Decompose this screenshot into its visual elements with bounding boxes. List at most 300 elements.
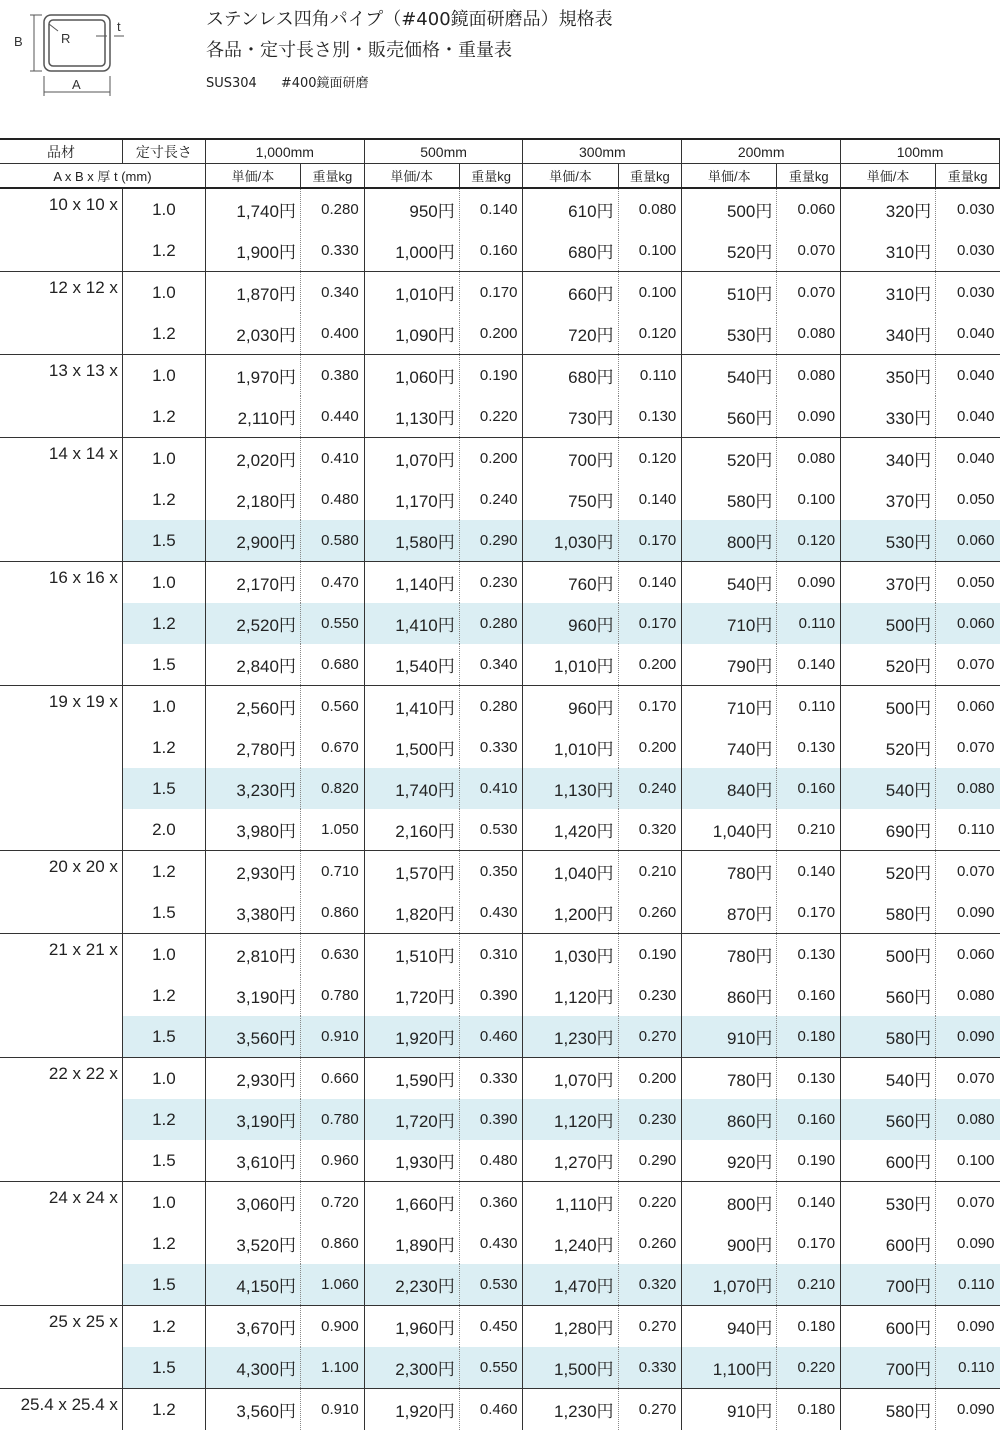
- table-row: [0, 230, 1000, 272]
- weight-cell: 0.070: [777, 230, 841, 272]
- size-cell: [0, 603, 122, 644]
- table-row: [0, 644, 1000, 686]
- price-cell: 700円: [841, 1347, 936, 1389]
- price-cell: 500円: [841, 603, 936, 644]
- size-cell: [0, 1223, 122, 1264]
- price-cell: 1,230円: [523, 1016, 618, 1058]
- weight-cell: 0.450: [459, 1306, 523, 1348]
- weight-cell: 0.330: [300, 230, 364, 272]
- price-cell: 340円: [841, 313, 936, 355]
- weight-cell: 0.130: [777, 934, 841, 976]
- price-cell: 780円: [682, 1058, 777, 1100]
- weight-cell: 0.060: [936, 686, 1000, 728]
- weight-cell: 0.070: [936, 644, 1000, 686]
- weight-cell: 0.290: [618, 1140, 682, 1182]
- subheader-weight: 重量kg: [936, 164, 1000, 189]
- weight-cell: 0.910: [300, 1016, 364, 1058]
- price-cell: 330円: [841, 396, 936, 438]
- size-cell: [0, 975, 122, 1016]
- weight-cell: 0.910: [300, 1389, 364, 1430]
- square-pipe-cross-section-diagram: [8, 6, 138, 106]
- price-cell: 540円: [841, 768, 936, 809]
- thickness-cell: 1.2: [122, 1306, 205, 1348]
- weight-cell: 0.170: [459, 272, 523, 314]
- weight-cell: 0.720: [300, 1182, 364, 1224]
- table-row: [0, 1140, 1000, 1182]
- price-cell: 2,030円: [205, 313, 300, 355]
- price-cell: 500円: [841, 686, 936, 728]
- price-cell: 3,560円: [205, 1016, 300, 1058]
- price-cell: 3,520円: [205, 1223, 300, 1264]
- weight-cell: 0.310: [459, 934, 523, 976]
- price-cell: 1,070円: [364, 438, 459, 480]
- weight-cell: 0.090: [936, 1306, 1000, 1348]
- price-cell: 710円: [682, 603, 777, 644]
- price-cell: 800円: [682, 520, 777, 562]
- weight-cell: 0.780: [300, 1099, 364, 1140]
- weight-cell: 0.040: [936, 313, 1000, 355]
- weight-cell: 0.560: [300, 686, 364, 728]
- table-row: [0, 727, 1000, 768]
- weight-cell: 0.110: [936, 1347, 1000, 1389]
- price-cell: 1,920円: [364, 1016, 459, 1058]
- price-cell: 1,010円: [523, 644, 618, 686]
- thickness-cell: 1.0: [122, 272, 205, 314]
- price-cell: 1,000円: [364, 230, 459, 272]
- size-cell: 10 x 10 x: [0, 188, 122, 230]
- thickness-cell: 1.2: [122, 851, 205, 893]
- header-length-200: 200mm: [682, 139, 841, 164]
- thickness-cell: 1.0: [122, 355, 205, 397]
- price-cell: 520円: [841, 644, 936, 686]
- weight-cell: 0.200: [618, 1058, 682, 1100]
- weight-cell: 0.210: [618, 851, 682, 893]
- thickness-cell: 1.2: [122, 603, 205, 644]
- subheader-weight: 重量kg: [618, 164, 682, 189]
- weight-cell: 0.170: [777, 1223, 841, 1264]
- table-row: [0, 1264, 1000, 1306]
- weight-cell: 0.190: [618, 934, 682, 976]
- weight-cell: 0.240: [618, 768, 682, 809]
- price-cell: 580円: [682, 479, 777, 520]
- weight-cell: 0.470: [300, 562, 364, 604]
- thickness-cell: 1.5: [122, 892, 205, 934]
- price-cell: 750円: [523, 479, 618, 520]
- price-cell: 2,810円: [205, 934, 300, 976]
- weight-cell: 0.230: [459, 562, 523, 604]
- weight-cell: 0.070: [936, 1058, 1000, 1100]
- weight-cell: 0.070: [777, 272, 841, 314]
- thickness-cell: 1.2: [122, 313, 205, 355]
- price-cell: 780円: [682, 851, 777, 893]
- price-cell: 1,500円: [523, 1347, 618, 1389]
- price-cell: 740円: [682, 727, 777, 768]
- price-cell: 3,060円: [205, 1182, 300, 1224]
- weight-cell: 0.110: [777, 686, 841, 728]
- price-cell: 1,030円: [523, 520, 618, 562]
- price-cell: 680円: [523, 230, 618, 272]
- thickness-cell: 1.2: [122, 975, 205, 1016]
- price-cell: 4,150円: [205, 1264, 300, 1306]
- weight-cell: 0.330: [459, 727, 523, 768]
- price-cell: 510円: [682, 272, 777, 314]
- price-cell: 790円: [682, 644, 777, 686]
- weight-cell: 0.530: [459, 1264, 523, 1306]
- table-row: [0, 396, 1000, 438]
- weight-cell: 0.080: [936, 768, 1000, 809]
- price-cell: 310円: [841, 272, 936, 314]
- weight-cell: 0.380: [300, 355, 364, 397]
- subheader-weight: 重量kg: [300, 164, 364, 189]
- size-cell: [0, 768, 122, 809]
- thickness-cell: 1.2: [122, 230, 205, 272]
- dimension-label-b: B: [14, 34, 23, 49]
- price-cell: 1,270円: [523, 1140, 618, 1182]
- weight-cell: 0.340: [459, 644, 523, 686]
- price-cell: 2,780円: [205, 727, 300, 768]
- table-row: [0, 479, 1000, 520]
- price-cell: 370円: [841, 479, 936, 520]
- price-cell: 2,840円: [205, 644, 300, 686]
- weight-cell: 0.060: [936, 603, 1000, 644]
- weight-cell: 0.440: [300, 396, 364, 438]
- weight-cell: 0.030: [936, 188, 1000, 230]
- weight-cell: 0.100: [936, 1140, 1000, 1182]
- price-cell: 1,660円: [364, 1182, 459, 1224]
- size-cell: 19 x 19 x: [0, 686, 122, 728]
- size-cell: [0, 1347, 122, 1389]
- weight-cell: 0.060: [936, 520, 1000, 562]
- header-length-1000: 1,000mm: [205, 139, 364, 164]
- weight-cell: 0.550: [459, 1347, 523, 1389]
- table-body: [0, 188, 1000, 1430]
- price-cell: 540円: [682, 562, 777, 604]
- page-subtitle: 各品・定寸長さ別・販売価格・重量表: [206, 36, 512, 62]
- price-cell: 910円: [682, 1016, 777, 1058]
- thickness-cell: 1.2: [122, 396, 205, 438]
- weight-cell: 0.200: [459, 313, 523, 355]
- header-length-500: 500mm: [364, 139, 523, 164]
- weight-cell: 0.410: [300, 438, 364, 480]
- price-cell: 3,190円: [205, 975, 300, 1016]
- price-cell: 1,920円: [364, 1389, 459, 1430]
- subheader-price: 単価/本: [364, 164, 459, 189]
- price-cell: 700円: [523, 438, 618, 480]
- price-cell: 1,130円: [523, 768, 618, 809]
- price-cell: 540円: [682, 355, 777, 397]
- weight-cell: 0.860: [300, 892, 364, 934]
- price-cell: 1,420円: [523, 809, 618, 851]
- thickness-cell: 1.5: [122, 1347, 205, 1389]
- weight-cell: 0.080: [618, 188, 682, 230]
- weight-cell: 0.140: [777, 644, 841, 686]
- weight-cell: 0.270: [618, 1016, 682, 1058]
- thickness-cell: 1.2: [122, 1389, 205, 1430]
- price-cell: 1,510円: [364, 934, 459, 976]
- weight-cell: 0.050: [936, 479, 1000, 520]
- weight-cell: 0.400: [300, 313, 364, 355]
- price-cell: 700円: [841, 1264, 936, 1306]
- price-cell: 370円: [841, 562, 936, 604]
- size-cell: 13 x 13 x: [0, 355, 122, 397]
- price-cell: 560円: [841, 975, 936, 1016]
- price-cell: 4,300円: [205, 1347, 300, 1389]
- thickness-cell: 1.0: [122, 188, 205, 230]
- weight-cell: 0.480: [300, 479, 364, 520]
- price-cell: 3,980円: [205, 809, 300, 851]
- weight-cell: 0.100: [618, 272, 682, 314]
- price-cell: 1,410円: [364, 603, 459, 644]
- weight-cell: 0.280: [300, 188, 364, 230]
- price-cell: 1,200円: [523, 892, 618, 934]
- thickness-cell: 1.2: [122, 1099, 205, 1140]
- weight-cell: 0.080: [777, 355, 841, 397]
- price-cell: 1,090円: [364, 313, 459, 355]
- size-cell: 16 x 16 x: [0, 562, 122, 604]
- price-cell: 960円: [523, 603, 618, 644]
- price-cell: 2,110円: [205, 396, 300, 438]
- weight-cell: 1.060: [300, 1264, 364, 1306]
- size-cell: 25.4 x 25.4 x: [0, 1389, 122, 1430]
- price-cell: 1,060円: [364, 355, 459, 397]
- weight-cell: 0.140: [777, 851, 841, 893]
- price-cell: 3,380円: [205, 892, 300, 934]
- table-row: [0, 438, 1000, 480]
- price-cell: 2,180円: [205, 479, 300, 520]
- price-cell: 3,610円: [205, 1140, 300, 1182]
- weight-cell: 0.110: [777, 603, 841, 644]
- thickness-cell: 1.0: [122, 562, 205, 604]
- weight-cell: 0.080: [777, 313, 841, 355]
- size-cell: 25 x 25 x: [0, 1306, 122, 1348]
- weight-cell: 0.330: [618, 1347, 682, 1389]
- weight-cell: 0.170: [777, 892, 841, 934]
- size-cell: [0, 644, 122, 686]
- price-cell: 520円: [841, 727, 936, 768]
- weight-cell: 0.190: [459, 355, 523, 397]
- weight-cell: 0.090: [777, 562, 841, 604]
- price-cell: 960円: [523, 686, 618, 728]
- price-cell: 1,900円: [205, 230, 300, 272]
- price-cell: 320円: [841, 188, 936, 230]
- price-cell: 1,720円: [364, 975, 459, 1016]
- weight-cell: 0.390: [459, 975, 523, 1016]
- weight-cell: 0.430: [459, 1223, 523, 1264]
- table-row: [0, 313, 1000, 355]
- price-cell: 950円: [364, 188, 459, 230]
- dimension-label-t: t: [117, 19, 121, 34]
- weight-cell: 0.090: [936, 1389, 1000, 1430]
- weight-cell: 0.550: [300, 603, 364, 644]
- weight-cell: 0.160: [777, 975, 841, 1016]
- weight-cell: 0.090: [936, 1016, 1000, 1058]
- weight-cell: 0.410: [459, 768, 523, 809]
- weight-cell: 0.210: [777, 1264, 841, 1306]
- subheader-price: 単価/本: [682, 164, 777, 189]
- price-cell: 580円: [841, 892, 936, 934]
- dimension-label-a: A: [72, 77, 81, 92]
- price-cell: 920円: [682, 1140, 777, 1182]
- size-cell: 14 x 14 x: [0, 438, 122, 480]
- price-cell: 520円: [841, 851, 936, 893]
- price-cell: 600円: [841, 1223, 936, 1264]
- weight-cell: 0.210: [777, 809, 841, 851]
- weight-cell: 0.070: [936, 1182, 1000, 1224]
- price-cell: 2,560円: [205, 686, 300, 728]
- size-cell: [0, 1099, 122, 1140]
- thickness-cell: 1.0: [122, 686, 205, 728]
- weight-cell: 0.670: [300, 727, 364, 768]
- weight-cell: 0.680: [300, 644, 364, 686]
- table-row: [0, 1223, 1000, 1264]
- thickness-cell: 1.5: [122, 644, 205, 686]
- weight-cell: 0.040: [936, 438, 1000, 480]
- price-cell: 610円: [523, 188, 618, 230]
- table-row: [0, 603, 1000, 644]
- price-cell: 1,280円: [523, 1306, 618, 1348]
- weight-cell: 0.660: [300, 1058, 364, 1100]
- weight-cell: 0.110: [618, 355, 682, 397]
- weight-cell: 0.140: [618, 479, 682, 520]
- page-header: [0, 0, 1000, 138]
- thickness-cell: 1.5: [122, 1016, 205, 1058]
- thickness-cell: 1.5: [122, 1264, 205, 1306]
- price-cell: 1,040円: [682, 809, 777, 851]
- table-row: [0, 1099, 1000, 1140]
- thickness-cell: 1.0: [122, 934, 205, 976]
- weight-cell: 0.580: [300, 520, 364, 562]
- price-cell: 580円: [841, 1016, 936, 1058]
- price-cell: 1,970円: [205, 355, 300, 397]
- weight-cell: 1.100: [300, 1347, 364, 1389]
- price-cell: 870円: [682, 892, 777, 934]
- table-subheader-row: [0, 164, 1000, 189]
- price-cell: 2,900円: [205, 520, 300, 562]
- price-cell: 2,930円: [205, 851, 300, 893]
- price-cell: 560円: [682, 396, 777, 438]
- price-cell: 580円: [841, 1389, 936, 1430]
- weight-cell: 1.050: [300, 809, 364, 851]
- weight-cell: 0.040: [936, 355, 1000, 397]
- size-cell: [0, 809, 122, 851]
- price-cell: 600円: [841, 1306, 936, 1348]
- weight-cell: 0.260: [618, 1223, 682, 1264]
- weight-cell: 0.030: [936, 230, 1000, 272]
- size-cell: 12 x 12 x: [0, 272, 122, 314]
- header-length-300: 300mm: [523, 139, 682, 164]
- price-cell: 1,010円: [364, 272, 459, 314]
- table-header-row: [0, 139, 1000, 164]
- weight-cell: 0.820: [300, 768, 364, 809]
- weight-cell: 0.330: [459, 1058, 523, 1100]
- price-cell: 2,020円: [205, 438, 300, 480]
- size-cell: [0, 520, 122, 562]
- price-cell: 3,230円: [205, 768, 300, 809]
- price-cell: 2,160円: [364, 809, 459, 851]
- weight-cell: 0.160: [777, 768, 841, 809]
- price-cell: 340円: [841, 438, 936, 480]
- price-cell: 1,570円: [364, 851, 459, 893]
- price-cell: 520円: [682, 230, 777, 272]
- weight-cell: 0.180: [777, 1306, 841, 1348]
- weight-cell: 0.180: [777, 1016, 841, 1058]
- weight-cell: 0.220: [459, 396, 523, 438]
- price-cell: 720円: [523, 313, 618, 355]
- weight-cell: 0.460: [459, 1389, 523, 1430]
- weight-cell: 0.360: [459, 1182, 523, 1224]
- price-cell: 1,870円: [205, 272, 300, 314]
- table-row: [0, 768, 1000, 809]
- price-cell: 1,540円: [364, 644, 459, 686]
- weight-cell: 0.140: [618, 562, 682, 604]
- price-cell: 760円: [523, 562, 618, 604]
- weight-cell: 0.070: [936, 851, 1000, 893]
- price-cell: 1,720円: [364, 1099, 459, 1140]
- thickness-cell: 1.5: [122, 520, 205, 562]
- weight-cell: 0.710: [300, 851, 364, 893]
- price-weight-table: [0, 138, 1000, 1430]
- weight-cell: 0.270: [618, 1389, 682, 1430]
- price-cell: 840円: [682, 768, 777, 809]
- price-cell: 1,110円: [523, 1182, 618, 1224]
- thickness-cell: 1.2: [122, 479, 205, 520]
- table-row: [0, 1016, 1000, 1058]
- table-row: [0, 1347, 1000, 1389]
- size-cell: [0, 396, 122, 438]
- dimension-label-r: R: [61, 31, 70, 46]
- size-cell: [0, 892, 122, 934]
- weight-cell: 0.240: [459, 479, 523, 520]
- price-cell: 1,030円: [523, 934, 618, 976]
- price-cell: 2,230円: [364, 1264, 459, 1306]
- size-cell: 20 x 20 x: [0, 851, 122, 893]
- weight-cell: 0.130: [618, 396, 682, 438]
- subheader-price: 単価/本: [523, 164, 618, 189]
- price-cell: 530円: [841, 1182, 936, 1224]
- price-cell: 600円: [841, 1140, 936, 1182]
- price-cell: 910円: [682, 1389, 777, 1430]
- weight-cell: 0.170: [618, 603, 682, 644]
- weight-cell: 0.960: [300, 1140, 364, 1182]
- table-row: [0, 520, 1000, 562]
- weight-cell: 0.480: [459, 1140, 523, 1182]
- weight-cell: 0.190: [777, 1140, 841, 1182]
- price-cell: 1,580円: [364, 520, 459, 562]
- table-row: [0, 934, 1000, 976]
- weight-cell: 0.220: [777, 1347, 841, 1389]
- price-cell: 500円: [841, 934, 936, 976]
- size-cell: [0, 1140, 122, 1182]
- weight-cell: 0.220: [618, 1182, 682, 1224]
- page-title: ステンレス四角パイプ（#400鏡面研磨品）規格表: [206, 5, 613, 31]
- thickness-cell: 1.0: [122, 438, 205, 480]
- weight-cell: 0.090: [936, 892, 1000, 934]
- weight-cell: 0.460: [459, 1016, 523, 1058]
- weight-cell: 0.230: [618, 975, 682, 1016]
- weight-cell: 0.270: [618, 1306, 682, 1348]
- price-cell: 1,500円: [364, 727, 459, 768]
- weight-cell: 0.340: [300, 272, 364, 314]
- size-cell: 21 x 21 x: [0, 934, 122, 976]
- subheader-weight: 重量kg: [459, 164, 523, 189]
- header-spec: A x B x 厚 t (mm): [0, 164, 205, 189]
- weight-cell: 0.120: [777, 520, 841, 562]
- weight-cell: 0.180: [777, 1389, 841, 1430]
- weight-cell: 0.390: [459, 1099, 523, 1140]
- price-cell: 1,170円: [364, 479, 459, 520]
- weight-cell: 0.130: [777, 1058, 841, 1100]
- weight-cell: 0.630: [300, 934, 364, 976]
